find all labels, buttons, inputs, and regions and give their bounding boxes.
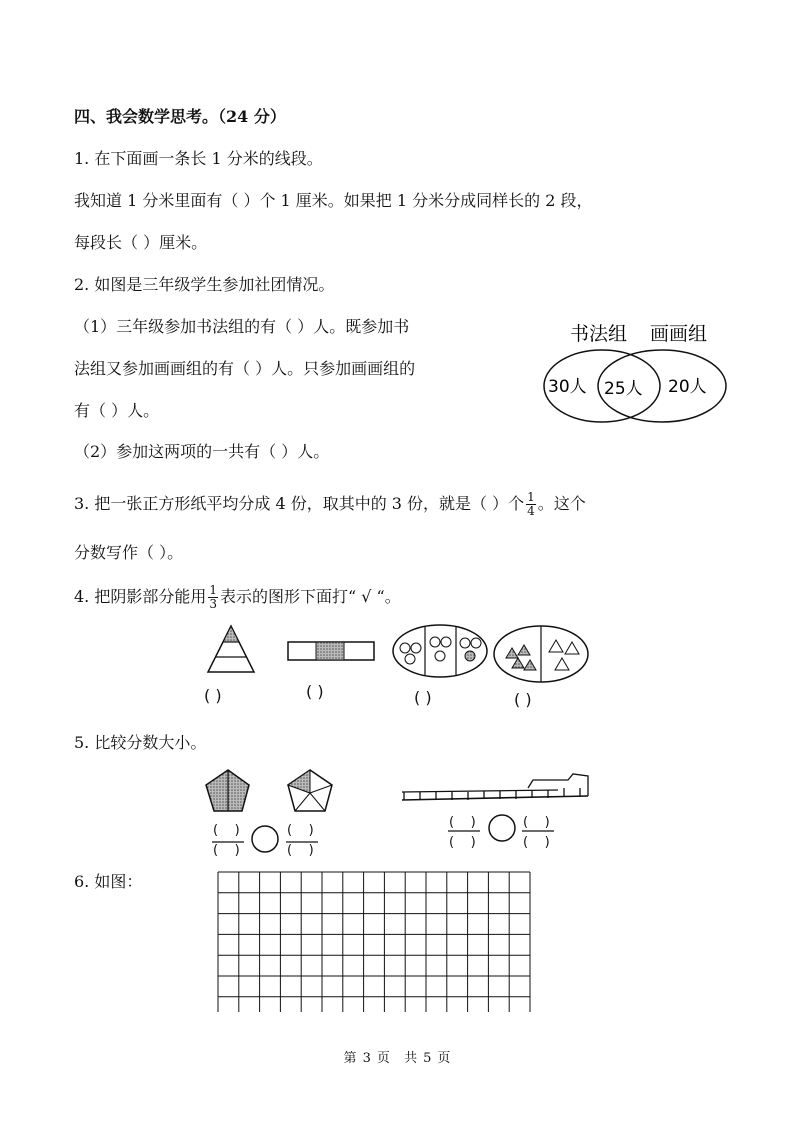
q4-answer-1[interactable]: ( ) bbox=[204, 686, 222, 705]
venn-left-only: 30人 bbox=[548, 377, 587, 397]
q4-circles-figure bbox=[393, 625, 487, 677]
q4-line1 bbox=[74, 584, 401, 611]
venn-right-only: 20人 bbox=[668, 377, 707, 397]
q4-bar-figure bbox=[288, 642, 374, 660]
q5-ruler-left-frac-top[interactable]: ( ) bbox=[449, 815, 476, 830]
q5-ruler-right-frac-bottom[interactable]: ( ) bbox=[523, 835, 550, 850]
q3-part2: 。这个 bbox=[537, 494, 586, 513]
section-title: 四、我会数学思考。（24 分） bbox=[74, 107, 286, 126]
q3-line1 bbox=[74, 491, 586, 518]
q3-frac-num: 1 bbox=[527, 490, 535, 504]
q5-left-frac-top[interactable]: ( ) bbox=[213, 823, 240, 838]
q5-ruler-left-frac-bottom[interactable]: ( ) bbox=[449, 835, 476, 850]
venn-label-right: 画画组 bbox=[650, 323, 708, 345]
q5-ruler-figure bbox=[398, 770, 594, 860]
q4-fraction bbox=[208, 584, 218, 611]
q4-part1: 4. 把阴影部分能用 bbox=[74, 587, 207, 606]
q4-frac-num: 1 bbox=[209, 583, 217, 597]
footer-total-label: 共 bbox=[404, 1051, 418, 1066]
q2-line4: 有（ ）人。 bbox=[74, 401, 160, 420]
footer-total-num: 5 bbox=[423, 1051, 432, 1066]
q5-right-frac-bottom[interactable]: ( ) bbox=[287, 843, 314, 858]
q4-figures bbox=[200, 618, 595, 713]
q5-right-frac-top[interactable]: ( ) bbox=[287, 823, 314, 838]
venn-label-left: 书法组 bbox=[570, 323, 628, 345]
q5-line1: 5. 比较分数大小。 bbox=[74, 733, 207, 752]
q1-line3: 每段长（ ）厘米。 bbox=[74, 233, 208, 252]
q6-grid bbox=[216, 870, 532, 1012]
q4-triangle-figure bbox=[208, 626, 254, 672]
q3-part1: 3. 把一张正方形纸平均分成 4 份，取其中的 3 份，就是（ ）个 bbox=[74, 494, 525, 513]
q4-triangles-figure bbox=[494, 626, 588, 682]
q4-part2: 表示的图形下面打“ √ “。 bbox=[220, 587, 401, 606]
footer-page-label: 第 bbox=[343, 1051, 357, 1066]
footer-page-num: 3 bbox=[362, 1051, 371, 1066]
venn-both: 25人 bbox=[604, 379, 643, 399]
q4-answer-4[interactable]: ( ) bbox=[514, 690, 532, 709]
footer-page-unit: 页 bbox=[376, 1051, 390, 1066]
footer-total-unit: 页 bbox=[437, 1051, 451, 1066]
q6-line1: 6. 如图： bbox=[74, 872, 143, 891]
venn-diagram bbox=[540, 318, 730, 430]
q3-frac-den: 4 bbox=[527, 504, 535, 518]
q5-left-frac-bottom[interactable]: ( ) bbox=[213, 843, 240, 858]
q2-line3: 法组又参加画画组的有（ ）人。只参加画画组的 bbox=[74, 359, 416, 378]
q3-fraction bbox=[526, 491, 536, 518]
q1-line1: 1. 在下面画一条长 1 分米的线段。 bbox=[74, 149, 323, 168]
q5-ruler-right-frac-top[interactable]: ( ) bbox=[523, 815, 550, 830]
q4-answer-2[interactable]: ( ) bbox=[306, 682, 324, 701]
page-footer bbox=[0, 1047, 794, 1066]
q4-frac-den: 3 bbox=[209, 597, 217, 611]
q2-line5: （2）参加这两项的一共有（ ）人。 bbox=[74, 442, 330, 461]
q1-line2: 我知道 1 分米里面有（ ）个 1 厘米。如果把 1 分米分成同样长的 2 段， bbox=[74, 191, 593, 210]
q4-answer-3[interactable]: ( ) bbox=[414, 688, 432, 707]
q2-line2: （1）三年级参加书法组的有（ ）人。既参加书 bbox=[74, 317, 410, 336]
q2-line1: 2. 如图是三年级学生参加社团情况。 bbox=[74, 275, 335, 294]
q3-line2: 分数写作（ ）。 bbox=[74, 543, 184, 562]
